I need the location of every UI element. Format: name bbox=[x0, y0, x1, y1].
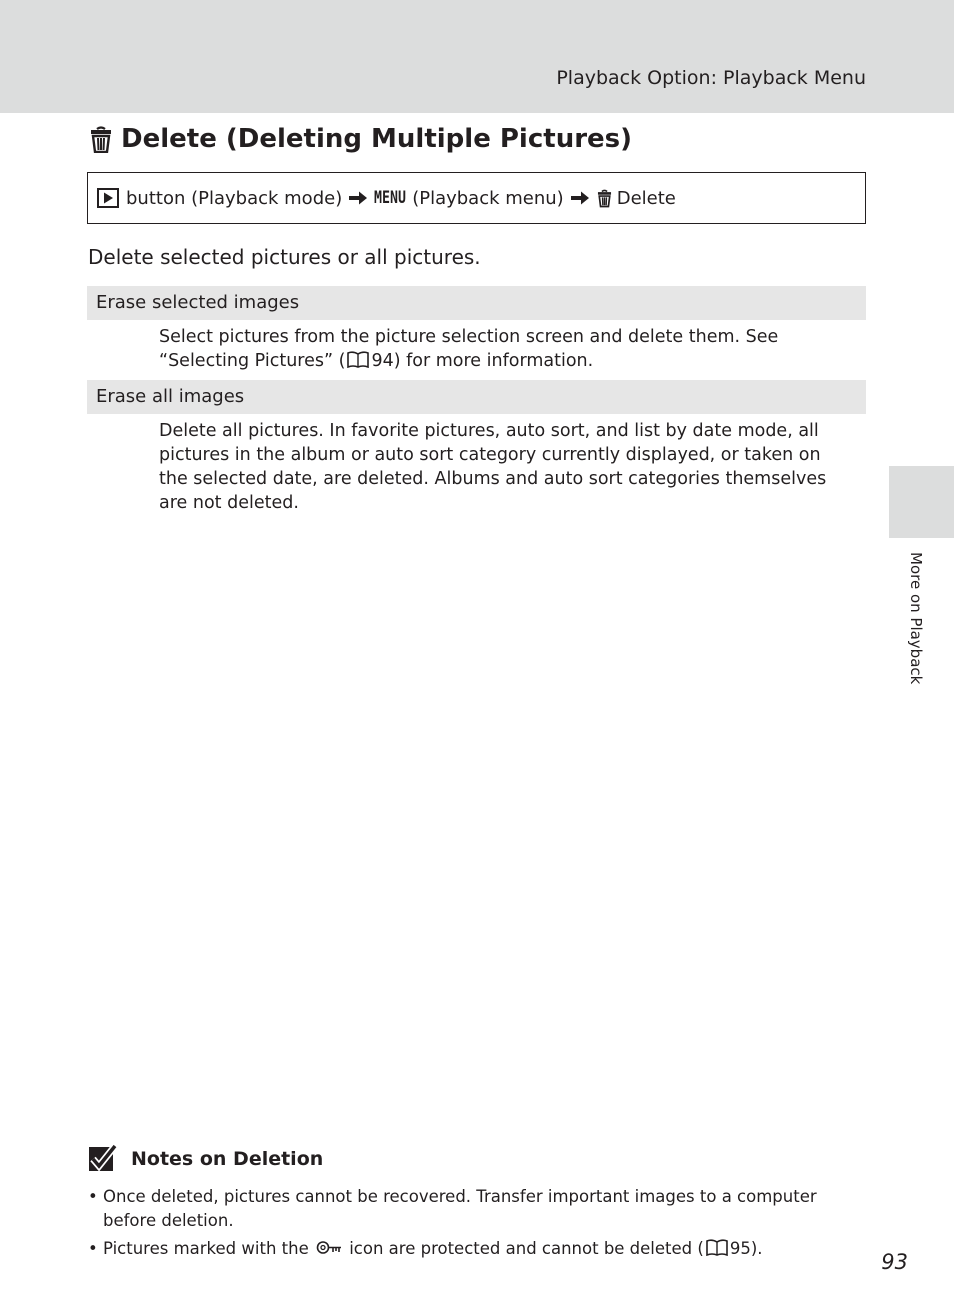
option-erase-all-description: Delete all pictures. In favorite pictures, auto sort, and list by date mode, all pictures in the album or auto sort category currently displayed, or taken on the selected date, are deleted. Albums and auto sort categories themselves are not deleted. bbox=[159, 421, 827, 513]
check-icon bbox=[88, 1144, 118, 1174]
option-erase-all-label: Erase all images bbox=[87, 380, 866, 414]
running-head: Playback Option: Playback Menu bbox=[556, 67, 866, 89]
intro-text: Delete selected pictures or all pictures. bbox=[88, 245, 481, 269]
option-description-text: ) for more information. bbox=[393, 351, 594, 371]
book-icon bbox=[347, 351, 369, 368]
nav-button-text: button (Playback mode) bbox=[126, 187, 343, 209]
option-erase-selected-description bbox=[159, 325, 859, 373]
play-icon bbox=[97, 188, 119, 208]
notes-list bbox=[88, 1185, 848, 1265]
note-text: Pictures marked with the bbox=[103, 1239, 309, 1258]
page-number: 93 bbox=[881, 1250, 908, 1274]
bullet: • bbox=[88, 1187, 98, 1206]
arrow-icon bbox=[348, 190, 368, 206]
trash-icon bbox=[596, 188, 613, 208]
trash-icon bbox=[88, 125, 114, 153]
page-title bbox=[88, 124, 632, 154]
chapter-tab bbox=[889, 466, 954, 538]
nav-item-text: Delete bbox=[616, 187, 676, 209]
header-band bbox=[0, 0, 954, 113]
option-erase-selected-label: Erase selected images bbox=[87, 286, 866, 320]
notes-title: Notes on Deletion bbox=[131, 1148, 324, 1170]
book-icon bbox=[706, 1239, 728, 1256]
page-reference: 94 bbox=[371, 351, 394, 371]
bullet: • bbox=[88, 1239, 98, 1258]
list-item bbox=[88, 1237, 848, 1261]
notes-heading bbox=[88, 1144, 323, 1174]
key-icon bbox=[316, 1240, 342, 1255]
navigation-path bbox=[87, 172, 866, 224]
option-description-text: Select pictures from the picture selection screen and delete them. See “Selecting Pictures” ( bbox=[159, 327, 779, 371]
menu-icon: MENU bbox=[374, 188, 407, 208]
note-text: icon are protected and cannot be deleted ( bbox=[349, 1239, 704, 1258]
page-reference: 95 bbox=[729, 1239, 751, 1258]
note-text: Once deleted, pictures cannot be recovered. Transfer important images to a computer before deletion. bbox=[103, 1187, 817, 1230]
nav-menu-text: (Playback menu) bbox=[412, 187, 564, 209]
note-text: ). bbox=[750, 1239, 763, 1258]
chapter-tab-label: More on Playback bbox=[907, 552, 925, 685]
arrow-icon bbox=[570, 190, 590, 206]
page-title-text: Delete (Deleting Multiple Pictures) bbox=[121, 124, 633, 154]
list-item bbox=[88, 1185, 848, 1233]
